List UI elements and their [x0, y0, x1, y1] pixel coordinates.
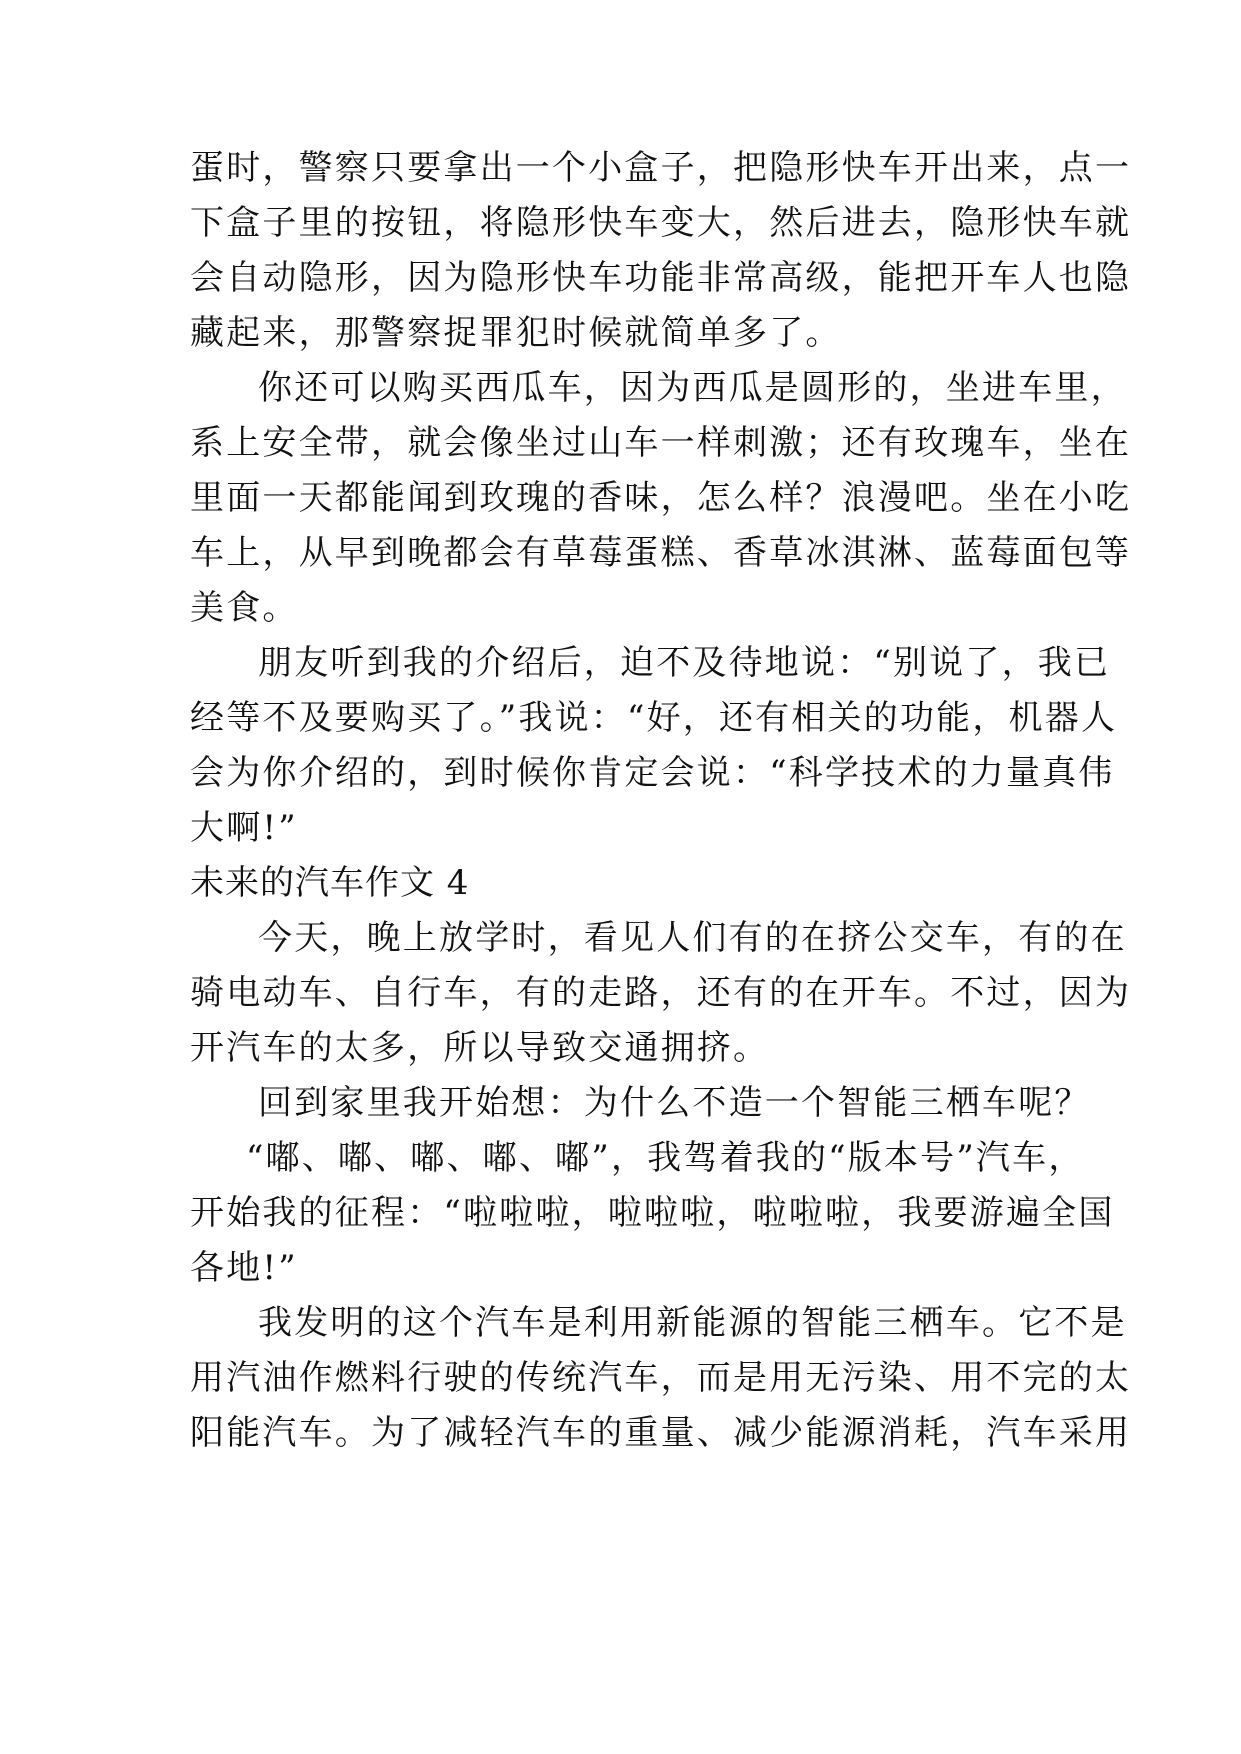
section-heading: 未来的汽车作文 4: [190, 863, 470, 903]
text-line: 骑电动车、自行车，有的走路，还有的在开车。不过，因为: [190, 973, 1132, 1013]
paragraph-first-line: 回到家里我开始想：为什么不造一个智能三栖车呢？: [258, 1083, 1091, 1123]
text-line: 开始我的征程：“啦啦啦，啦啦啦，啦啦啦，我要游遍全国: [190, 1193, 1115, 1233]
paragraph-first-line: 我发明的这个汽车是利用新能源的智能三栖车。它不是: [258, 1303, 1127, 1343]
paragraph-first-line: 朋友听到我的介绍后，迫不及待地说：“别说了，我已: [258, 643, 1111, 683]
text-line: 下盒子里的按钮，将隐形快车变大，然后进去，隐形快车就: [190, 203, 1132, 243]
text-line: 美食。: [190, 588, 299, 628]
paragraph-first-line: 你还可以购买西瓜车，因为西瓜是圆形的，坐进车里，: [258, 368, 1127, 408]
text-line: 各地!”: [190, 1248, 298, 1288]
text-line: 会自动隐形，因为隐形快车功能非常高级，能把开车人也隐: [190, 258, 1132, 298]
text-line: 用汽油作燃料行驶的传统汽车，而是用无污染、用不完的太: [190, 1358, 1132, 1398]
paragraph-first-line: 今天，晚上放学时，看见人们有的在挤公交车，有的在: [258, 918, 1127, 958]
text-line: 会为你介绍的，到时候你肯定会说：“科学技术的力量真伟: [190, 753, 1115, 793]
text-line: 里面一天都能闻到玫瑰的香味，怎么样？浪漫吧。坐在小吃: [190, 478, 1132, 518]
text-line: 系上安全带，就会像坐过山车一样刺激；还有玫瑰车，坐在: [190, 423, 1132, 463]
text-line: 经等不及要购买了。”我说：“好，还有相关的功能，机器人: [190, 698, 1118, 738]
text-line: 车上，从早到晚都会有草莓蛋糕、香草冰淇淋、蓝莓面包等: [190, 533, 1132, 573]
text-line: 大啊!”: [190, 808, 298, 848]
paragraph-first-line: “嘟、嘟、嘟、嘟、嘟”，我驾着我的“版本号”汽车，: [246, 1138, 1085, 1178]
text-line: 开汽车的太多，所以导致交通拥挤。: [190, 1028, 770, 1068]
text-line: 蛋时，警察只要拿出一个小盒子，把隐形快车开出来，点一: [190, 148, 1132, 188]
text-line: 藏起来，那警察捉罪犯时候就简单多了。: [190, 313, 842, 353]
text-line: 阳能汽车。为了减轻汽车的重量、减少能源消耗，汽车采用: [190, 1413, 1132, 1453]
